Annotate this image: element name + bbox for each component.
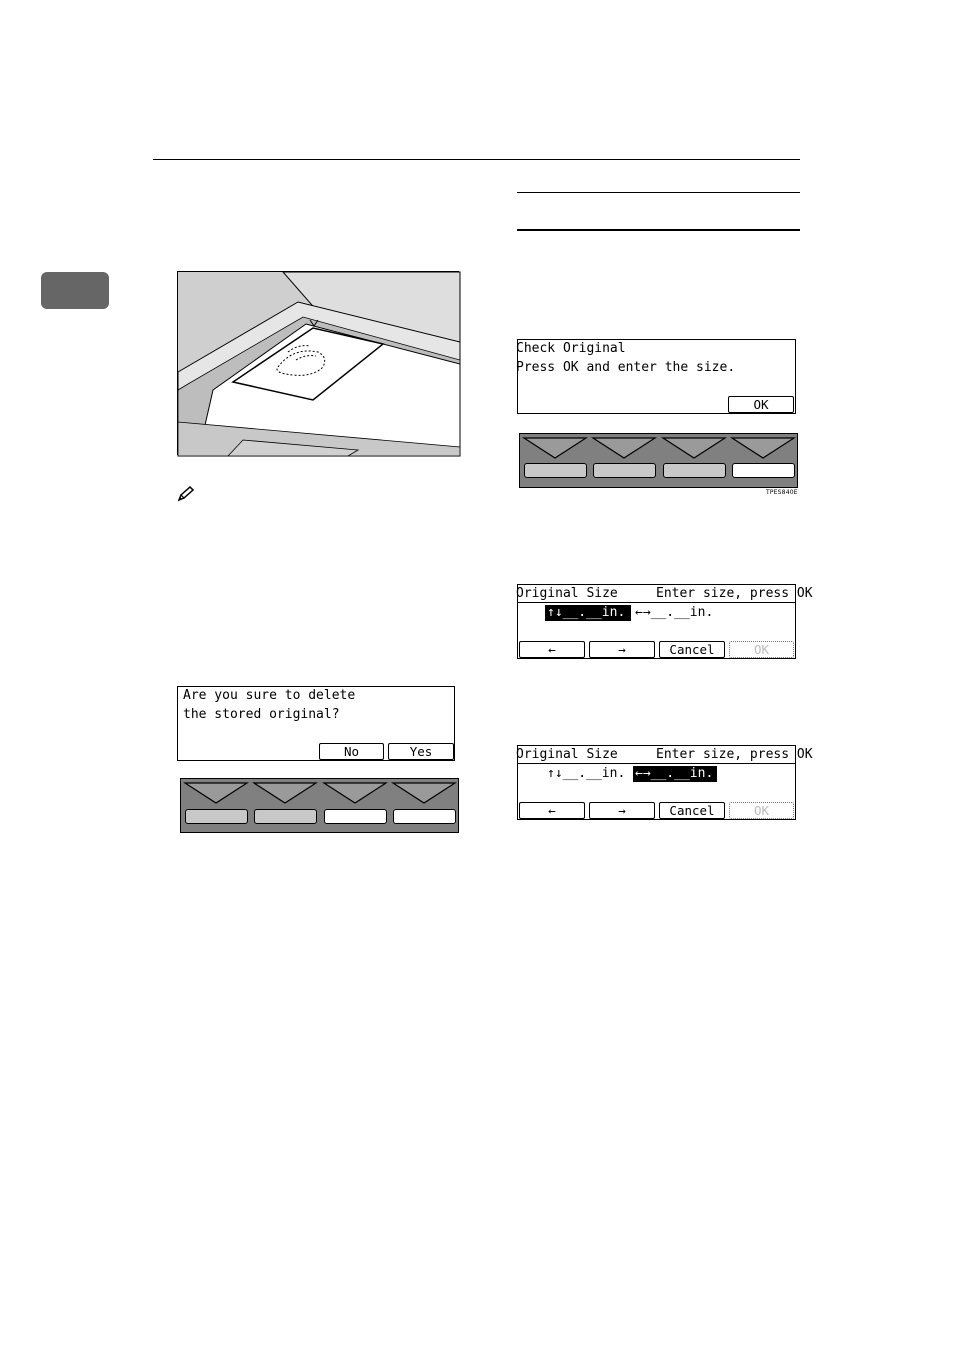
horizontal-size-field[interactable]: ←→__.__in. (635, 605, 714, 620)
ok-button[interactable]: OK (729, 802, 794, 819)
selection-key-1[interactable] (524, 463, 587, 478)
ok-button[interactable]: OK (729, 641, 794, 658)
cancel-button[interactable]: Cancel (659, 802, 725, 819)
chapter-tab (41, 272, 109, 309)
check-original-display (517, 339, 796, 414)
no-button[interactable]: No (319, 743, 384, 760)
selection-keys-panel-right (519, 433, 798, 488)
yes-button[interactable]: Yes (388, 743, 454, 760)
original-on-glass-drawing (178, 272, 460, 456)
left-arrow-button[interactable]: ← (519, 641, 585, 658)
exposure-glass-illustration (177, 271, 459, 455)
key-arrows (181, 779, 460, 834)
section-rule-top (517, 192, 800, 193)
selection-key-3[interactable] (663, 463, 726, 478)
vertical-size-field[interactable]: ↑↓__.__in. (545, 605, 631, 621)
message-line-1: Are you sure to delete (183, 688, 356, 703)
message-line-2: the stored original? (183, 707, 340, 722)
selection-key-4[interactable] (732, 463, 795, 478)
section-rule-bottom (517, 229, 800, 231)
size-instruction: Enter size, press OK (656, 747, 813, 762)
selection-keys-panel-left (180, 778, 459, 833)
top-rule (153, 159, 800, 160)
message-line-1: Check Original (516, 341, 626, 356)
original-size-display-1 (516, 584, 813, 659)
horizontal-size-field[interactable]: ←→__.__in. (633, 766, 717, 782)
message-line-2: Press OK and enter the size. (516, 360, 736, 375)
left-arrow-button[interactable]: ← (519, 802, 585, 819)
selection-key-2[interactable] (593, 463, 656, 478)
pencil-icon (176, 485, 196, 503)
delete-confirmation-display (177, 686, 455, 761)
right-arrow-button[interactable]: → (589, 802, 655, 819)
size-title: Original Size (516, 586, 618, 601)
size-instruction: Enter size, press OK (656, 586, 813, 601)
right-arrow-button[interactable]: → (589, 641, 655, 658)
selection-key-4[interactable] (393, 809, 456, 824)
figure-code: TPES840E (766, 489, 798, 496)
original-size-display-2 (516, 745, 813, 820)
selection-key-2[interactable] (254, 809, 317, 824)
vertical-size-field[interactable]: ↑↓__.__in. (547, 766, 626, 781)
selection-key-1[interactable] (185, 809, 248, 824)
size-title: Original Size (516, 747, 618, 762)
selection-key-3[interactable] (324, 809, 387, 824)
cancel-button[interactable]: Cancel (659, 641, 725, 658)
key-arrows (520, 434, 799, 489)
ok-button[interactable]: OK (728, 396, 794, 413)
